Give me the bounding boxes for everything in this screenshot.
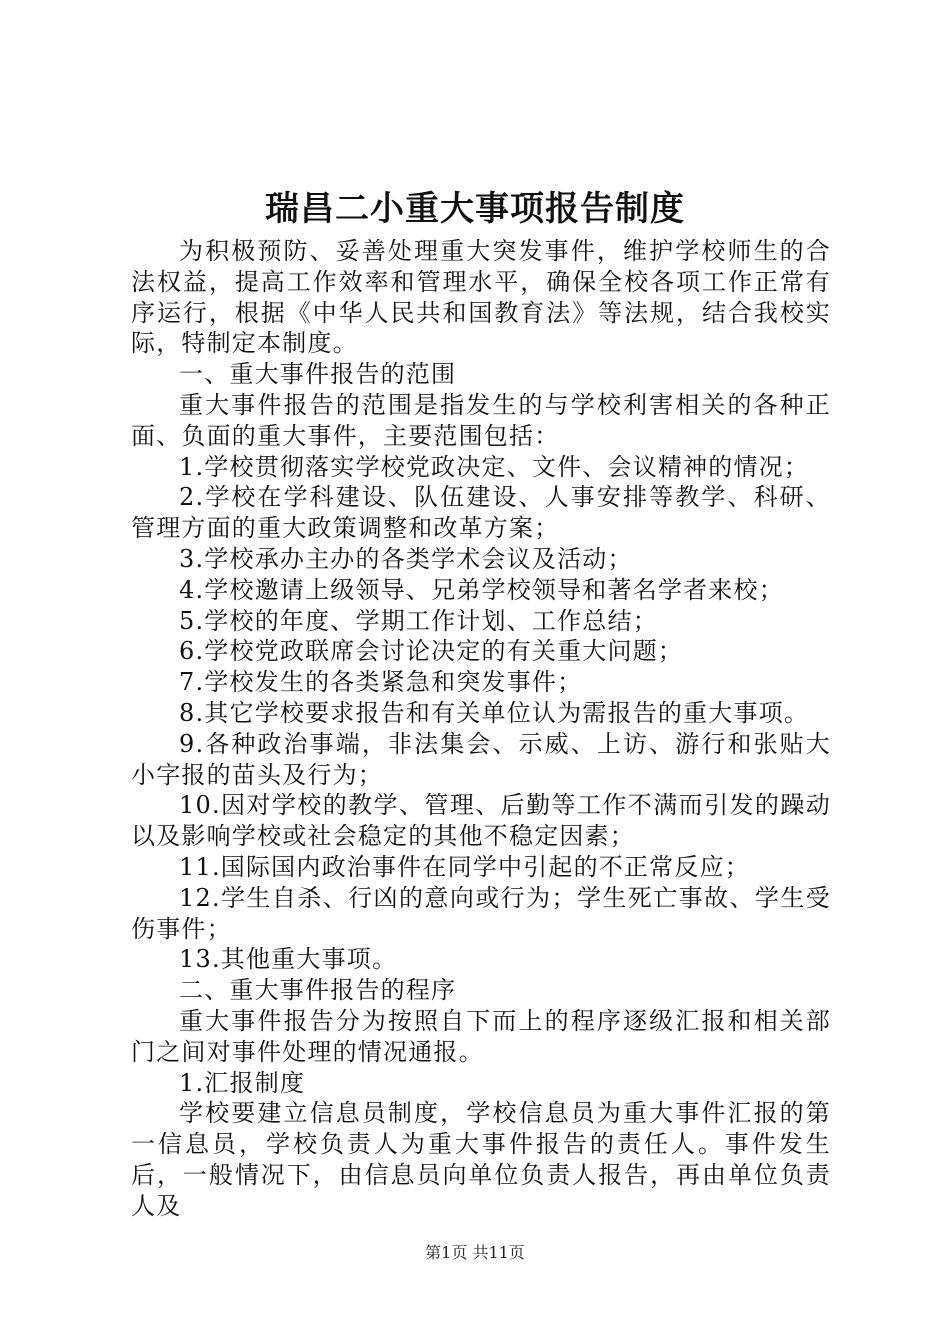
document-title: 瑞昌二小重大事项报告制度 — [265, 189, 685, 229]
section-heading-procedure: 二、重大事件报告的程序 — [179, 976, 457, 1005]
list-item: 1.学校贯彻落实学校党政决定、文件、会议精神的情况； — [179, 452, 810, 481]
list-item: 7.学校发生的各类紧急和突发事件； — [179, 668, 583, 697]
paragraph-procedure: 重大事件报告分为按照自下而上的程序逐级汇报和相关部门之间对事件处理的情况通报。 — [131, 1006, 831, 1066]
list-item: 12.学生自杀、行凶的意向或行为；学生死亡事故、学生受伤事件； — [131, 883, 831, 943]
list-item: 5.学校的年度、学期工作计划、工作总结； — [179, 606, 658, 635]
list-item: 10.因对学校的教学、管理、后勤等工作不满而引发的躁动以及影响学校或社会稳定的其他不稳定因素； — [131, 791, 831, 851]
paragraph-intro: 为积极预防、妥善处理重大突发事件，维护学校师生的合法权益，提高工作效率和管理水平，确保全校各项工作正常有序运行，根据《中华人民共和国教育法》等法规，结合我校实际，特制定本制度。 — [131, 237, 831, 358]
subheading-report-system: 1.汇报制度 — [179, 1068, 306, 1097]
list-item: 13.其他重大事项。 — [179, 945, 398, 974]
section-heading-scope: 一、重大事件报告的范围 — [179, 360, 457, 389]
list-item: 3.学校承办主办的各类学术会议及活动； — [179, 544, 633, 573]
list-item: 6.学校党政联席会讨论决定的有关重大问题； — [179, 637, 684, 666]
page-footer: 第1页 共11页 — [425, 1243, 525, 1262]
list-item: 4.学校邀请上级领导、兄弟学校领导和著名学者来校； — [179, 575, 784, 604]
document-body — [131, 236, 831, 1222]
list-item: 11.国际国内政治事件在同学中引起的不正常反应； — [179, 852, 750, 881]
paragraph-report-system: 学校要建立信息员制度，学校信息员为重大事件汇报的第一信息员，学校负责人为重大事件报告的责任人。事件发生后，一般情况下，由信息员向单位负责人报告，再由单位负责人及 — [131, 1099, 831, 1220]
list-item: 9.各种政治事端，非法集会、示威、上访、游行和张贴大小字报的苗头及行为； — [131, 729, 831, 789]
list-item: 8.其它学校要求报告和有关单位认为需报告的重大事项。 — [179, 698, 810, 727]
paragraph-scope: 重大事件报告的范围是指发生的与学校利害相关的各种正面、负面的重大事件，主要范围包括： — [131, 390, 831, 450]
list-item: 2.学校在学科建设、队伍建设、人事安排等教学、科研、管理方面的重大政策调整和改革方案； — [131, 483, 831, 543]
